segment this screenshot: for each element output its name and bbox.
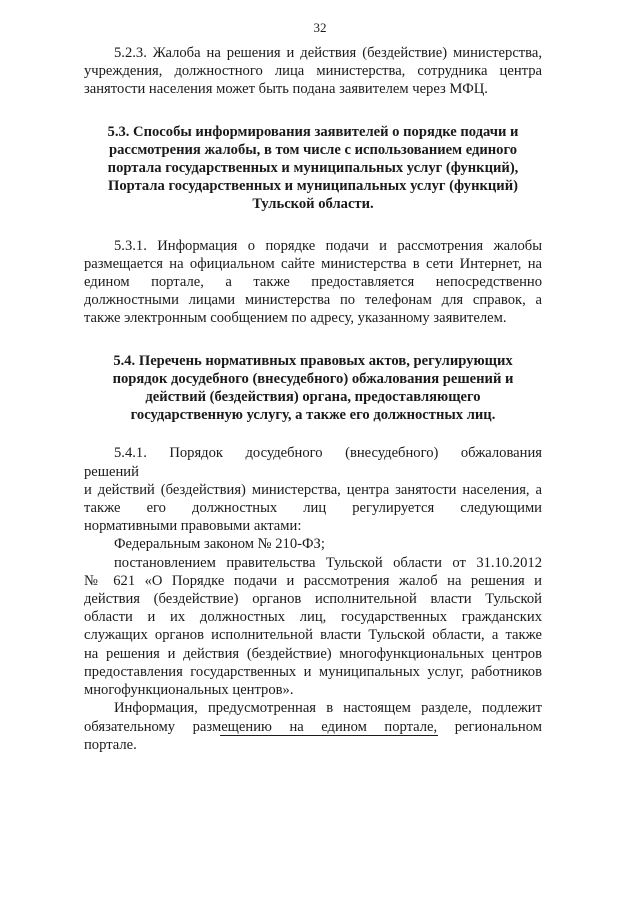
- paragraph-5-4-1: [84, 444, 542, 535]
- text-line: также электронным сообщением по адресу, указанному заявителем.: [84, 310, 507, 327]
- text-line: Информация, предусмотренная в настоящем разделе, подлежит: [114, 700, 542, 717]
- text-line: учреждения, должностного лица министерства, сотрудника центра: [84, 63, 542, 80]
- heading-5-3: [84, 123, 542, 214]
- text-line: служащих органов исполнительной власти Тульской области, а также: [84, 627, 542, 644]
- text-line: должностными лицами министерства по телефонам для справок, а: [84, 292, 542, 309]
- paragraph-5-2-3: [84, 44, 542, 99]
- text-line: также его должностных лиц регулируется следующими: [84, 500, 542, 517]
- heading-5-4: [84, 352, 542, 425]
- heading-line: государственную услугу, а также его должностных лиц.: [130, 407, 496, 424]
- heading-line: рассмотрения жалобы, в том числе с использованием единого: [108, 141, 518, 158]
- text-line: № 621 «О Порядке подачи и рассмотрения жалоб на решения и: [84, 572, 542, 589]
- paragraph-final: [84, 699, 542, 754]
- document-body: [84, 44, 542, 754]
- heading-line: Портала государственных и муниципальных услуг (функций): [108, 178, 518, 195]
- text-line: предоставления государственных и муниципальных услуг, работников: [84, 663, 542, 680]
- heading-line: порядок досудебного (внесудебного) обжалования решений и: [112, 370, 514, 387]
- paragraph-federal-law: [84, 535, 542, 553]
- text-line: занятости населения может быть подана заявителем через МФЦ.: [84, 81, 488, 98]
- heading-line: действий (бездействия) органа, предоставляющего: [145, 389, 481, 406]
- end-divider-line: [220, 735, 438, 736]
- text-line: 5.3.1. Информация о порядке подачи и рассмотрения жалобы: [114, 237, 542, 254]
- text-line: постановлением правительства Тульской области от 31.10.2012: [114, 554, 542, 571]
- paragraph-decree-621: [84, 554, 542, 700]
- heading-line: портала государственных и муниципальных услуг (функций),: [107, 160, 519, 177]
- text-line: размещается на официальном сайте министерства в сети Интернет, на: [84, 255, 542, 272]
- text-line: области и их должностных лиц, государственных гражданских: [84, 609, 542, 626]
- text-line: многофункциональных центров».: [84, 682, 294, 699]
- heading-line: Тульской области.: [252, 196, 374, 213]
- text-line: действия (бездействие) органов исполнительной власти Тульской: [84, 591, 542, 608]
- text-line: едином портале, а также предоставляется непосредственно: [84, 274, 542, 291]
- text-line: 5.4.1. Порядок досудебного (внесудебного) обжалования: [114, 445, 542, 462]
- text-line: Федеральным законом № 210-ФЗ;: [114, 536, 325, 553]
- text-line: обязательному размещению на едином портале, региональном: [84, 718, 542, 735]
- text-line: нормативными правовыми актами:: [84, 518, 302, 535]
- text-line: решений: [84, 463, 139, 480]
- text-line: и действий (бездействия) министерства, центра занятости населения, а: [84, 481, 542, 498]
- text-line: 5.2.3. Жалоба на решения и действия (бездействие) министерства,: [114, 45, 542, 61]
- text-line: на решения и действия (бездействие) многофункциональных центров: [84, 645, 542, 662]
- page-number: 32: [313, 20, 327, 35]
- heading-line: 5.3. Способы информирования заявителей о порядке подачи и: [107, 123, 519, 140]
- heading-line: 5.4. Перечень нормативных правовых актов, регулирующих: [113, 352, 513, 369]
- text-line: портале.: [84, 736, 137, 753]
- paragraph-5-3-1: [84, 237, 542, 328]
